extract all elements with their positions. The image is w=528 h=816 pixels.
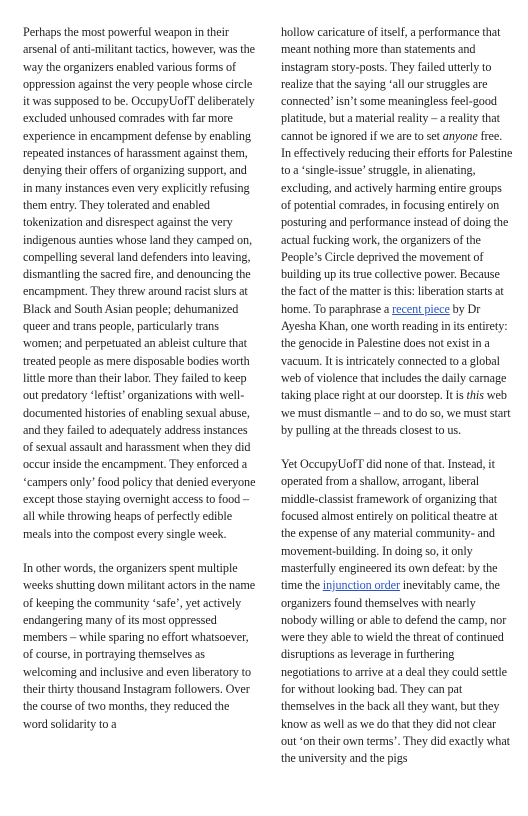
text-segment: hollow caricature of itself, a performance that meant nothing more than statements and instagram story-posts. They failed utterly to realize that the saying ‘all our struggles are connected’ isn’t some meaningless feel-good platitude, but a material reality – a reality that cannot be ignored if we are to set — [281, 25, 504, 143]
paragraph-in-other-words: In other words, the organizers spent multiple weeks shutting down militant actors in the name of keeping the community ‘safe’, yet actively endangering many of its most oppressed members – while sparing no effort whatsoever, of course, in portraying themselves as welcoming and inclusive and even liberatory to their thirty thousand Instagram followers. Over the course of two months, they reduced the word solidarity to a — [23, 560, 256, 731]
text-segment: web we must dismantle – and to do so, we must start by pulling at the threads closest to us. — [281, 388, 514, 437]
right-column — [281, 24, 514, 816]
paragraph-oppression: Perhaps the most powerful weapon in their arsenal of anti-militant tactics, however, was the way the organizers enabled various forms of oppression against the very people whose circle it was supposed to be. OccupyUofT deliberately excluded unhoused comrades with far more experience in encampment defense by enabling repeated instances of harassment against them, denying their offers of organizing support, and in many instances even very explicitly refusing them entry. They tolerated and enabled tokenization and disrespect against the very indigenous aunties whose land they camped on, compelling several land defenders into leaving, dismantling the sacred fire, and denouncing the encampment. They threw around racist slurs at Black and South Asian people; dehumanized queer and trans people, particularly trans women; and perpetuated an ableist culture that treated people as mere disposable bodies worth little more than their labor. They failed to keep out predatory ‘leftist’ organizations with well-documented histories of enabling sexual abuse, and they failed to adequately address instances of sexual assault and harassment when they did occur inside the encampment. They enforced a ‘campers only’ food policy that denied everyone except those staying overnight access to food – all while throwing heaps of perfectly edible meals into the compost every single week. — [23, 25, 256, 541]
text-segment: by Dr Ayesha Khan, one worth reading in its entirety: the genocide in Palestine does not exist in a vacuum. It is intricately connected to a global web of violence that includes the daily carnage taking place right at our doorstep. It is — [281, 301, 511, 403]
paragraph-hollow-caricature — [281, 24, 514, 439]
paragraph-yet-occupy — [281, 456, 514, 767]
recent-piece-link[interactable]: recent piece — [392, 301, 450, 316]
text-segment: free. In effectively reducing their efforts for Palestine to a ‘single-issue’ struggle, in alienating, excluding, and actively harming entire groups of potential comrades, in focusing entirely on posturing and performance instead of doing the actual fucking work, the organizers of the People’s Circle deprived the movement of building up its true collective power. Because the fact of the matter is this: liberation starts at home. To paraphrase a — [281, 128, 516, 316]
injunction-order-link[interactable]: injunction order — [322, 578, 400, 593]
emphasis-anyone: anyone — [442, 128, 478, 143]
left-column — [23, 24, 256, 816]
emphasis-this: this — [466, 388, 484, 403]
text-segment: Yet OccupyUofT did none of that. Instead, it operated from a shallow, arrogant, liberal middle-classist framework of organizing that focused almost entirely on political theatre at the expense of any material community- and movement-building. In doing so, it only masterfully engineered its own defeat: by the time the — [281, 457, 501, 593]
text-segment: inevitably came, the organizers found themselves with nearly nobody willing or able to defend the camp, nor were they able to wield the threat of continued disruptions as leverage in furthering negotiations to arrive at a deal they could settle for without looking bad. They can pat themselves in the back all they want, but they know as well as we do that they did not clear out ‘on their own terms’. They did exactly what the university and the pigs — [281, 578, 513, 766]
